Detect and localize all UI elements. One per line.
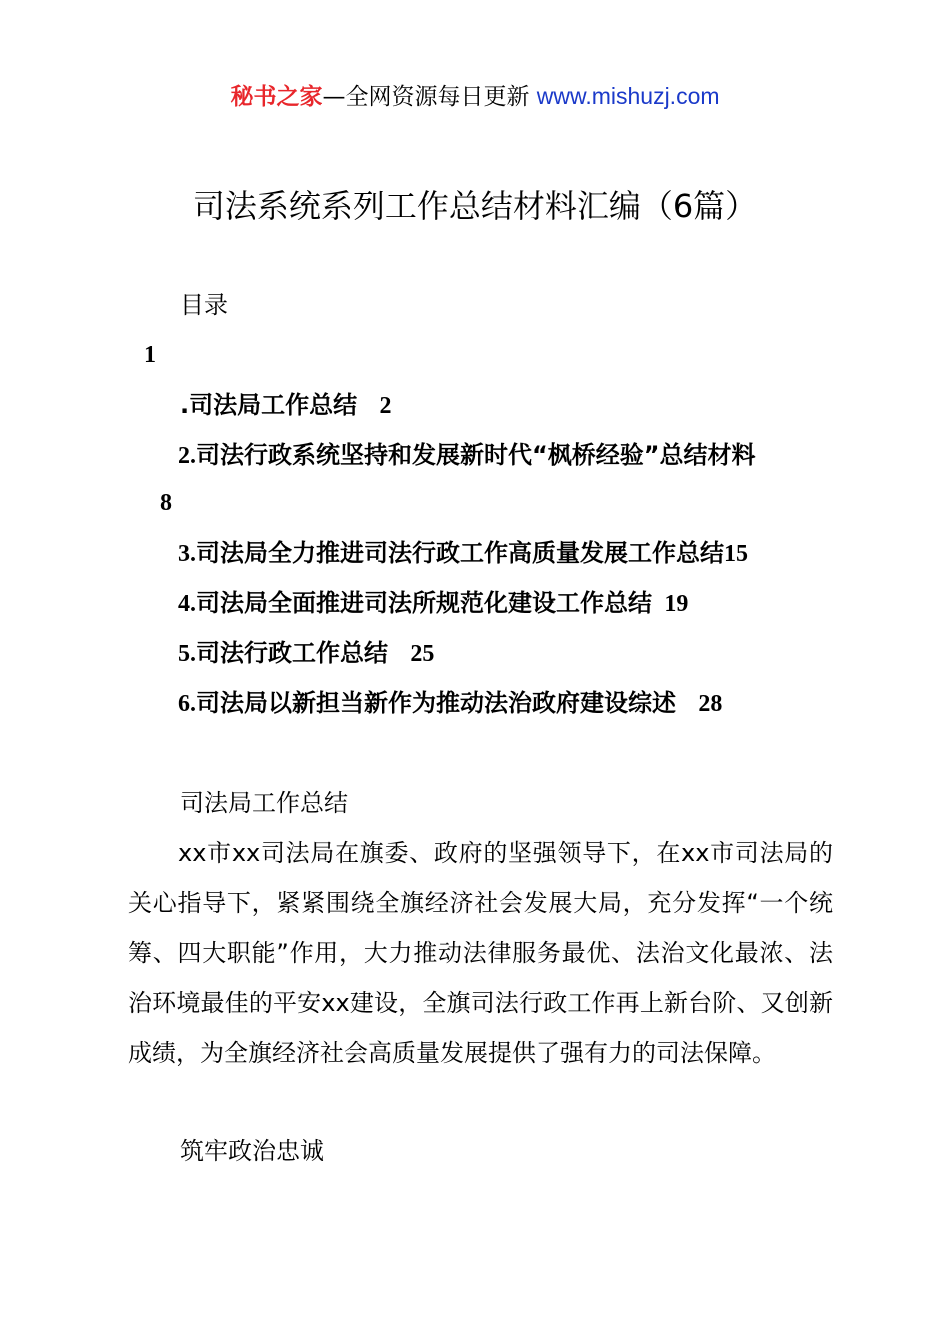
- toc-item-page: 2: [379, 393, 392, 419]
- toc-item-title: 司法局以新担当新作为推动法治政府建设综述: [196, 689, 676, 717]
- toc-item-6[interactable]: [178, 686, 722, 721]
- toc-item-3[interactable]: [178, 536, 748, 571]
- toc-item-title: 司法局全面推进司法所规范化建设工作总结: [196, 589, 652, 617]
- toc-item-4[interactable]: [178, 586, 688, 621]
- toc-item-5[interactable]: [178, 636, 434, 671]
- toc-item-number: 6.: [178, 691, 196, 717]
- subheading: 筑牢政治忠诚: [180, 1137, 324, 1165]
- toc-item-title: 司法行政系统坚持和发展新时代“枫桥经验”总结材料: [196, 441, 756, 469]
- toc-item-number: 5.: [178, 641, 196, 667]
- toc-item-number: 4.: [178, 591, 196, 617]
- toc-item-title: .司法局工作总结: [180, 391, 358, 419]
- toc-item-title: 司法局全力推进司法行政工作高质量发展工作总结: [196, 539, 724, 567]
- body-paragraph: xx市xx司法局在旗委、政府的坚强领导下，在xx市司法局的关心指导下，紧紧围绕全旗经济社会发展大局，充分发挥“一个统筹、四大职能”作用，大力推动法律服务最优、法治文化最浓、法治环境最佳的平安xx建设，全旗司法行政工作再上新台阶、又创新成绩，为全旗经济社会高质量发展提供了强有力的司法保障。: [128, 839, 833, 1067]
- header-tagline: —全网资源每日更新: [322, 84, 537, 110]
- header-url-link[interactable]: www.mishuzj.com: [536, 83, 720, 109]
- toc-item-2[interactable]: [178, 438, 756, 473]
- site-header: [0, 80, 950, 113]
- toc-item-page: 28: [698, 691, 723, 717]
- brand-name: 秘书之家: [230, 84, 323, 110]
- toc-heading: 目录: [180, 291, 228, 319]
- toc-item-1-number: 1: [144, 342, 156, 368]
- toc-item-title: 司法行政工作总结: [196, 639, 388, 667]
- toc-item-page: 25: [410, 641, 435, 667]
- toc-item-page: 8: [160, 490, 172, 516]
- toc-item-page: 19: [664, 591, 689, 617]
- section-title: 司法局工作总结: [180, 789, 348, 817]
- toc-item-page: 15: [724, 541, 748, 567]
- document-title: 司法系统系列工作总结材料汇编（6篇）: [192, 187, 758, 225]
- toc-item-1[interactable]: [180, 388, 391, 423]
- toc-item-number: 2.: [178, 443, 196, 469]
- toc-item-number: 3.: [178, 541, 196, 567]
